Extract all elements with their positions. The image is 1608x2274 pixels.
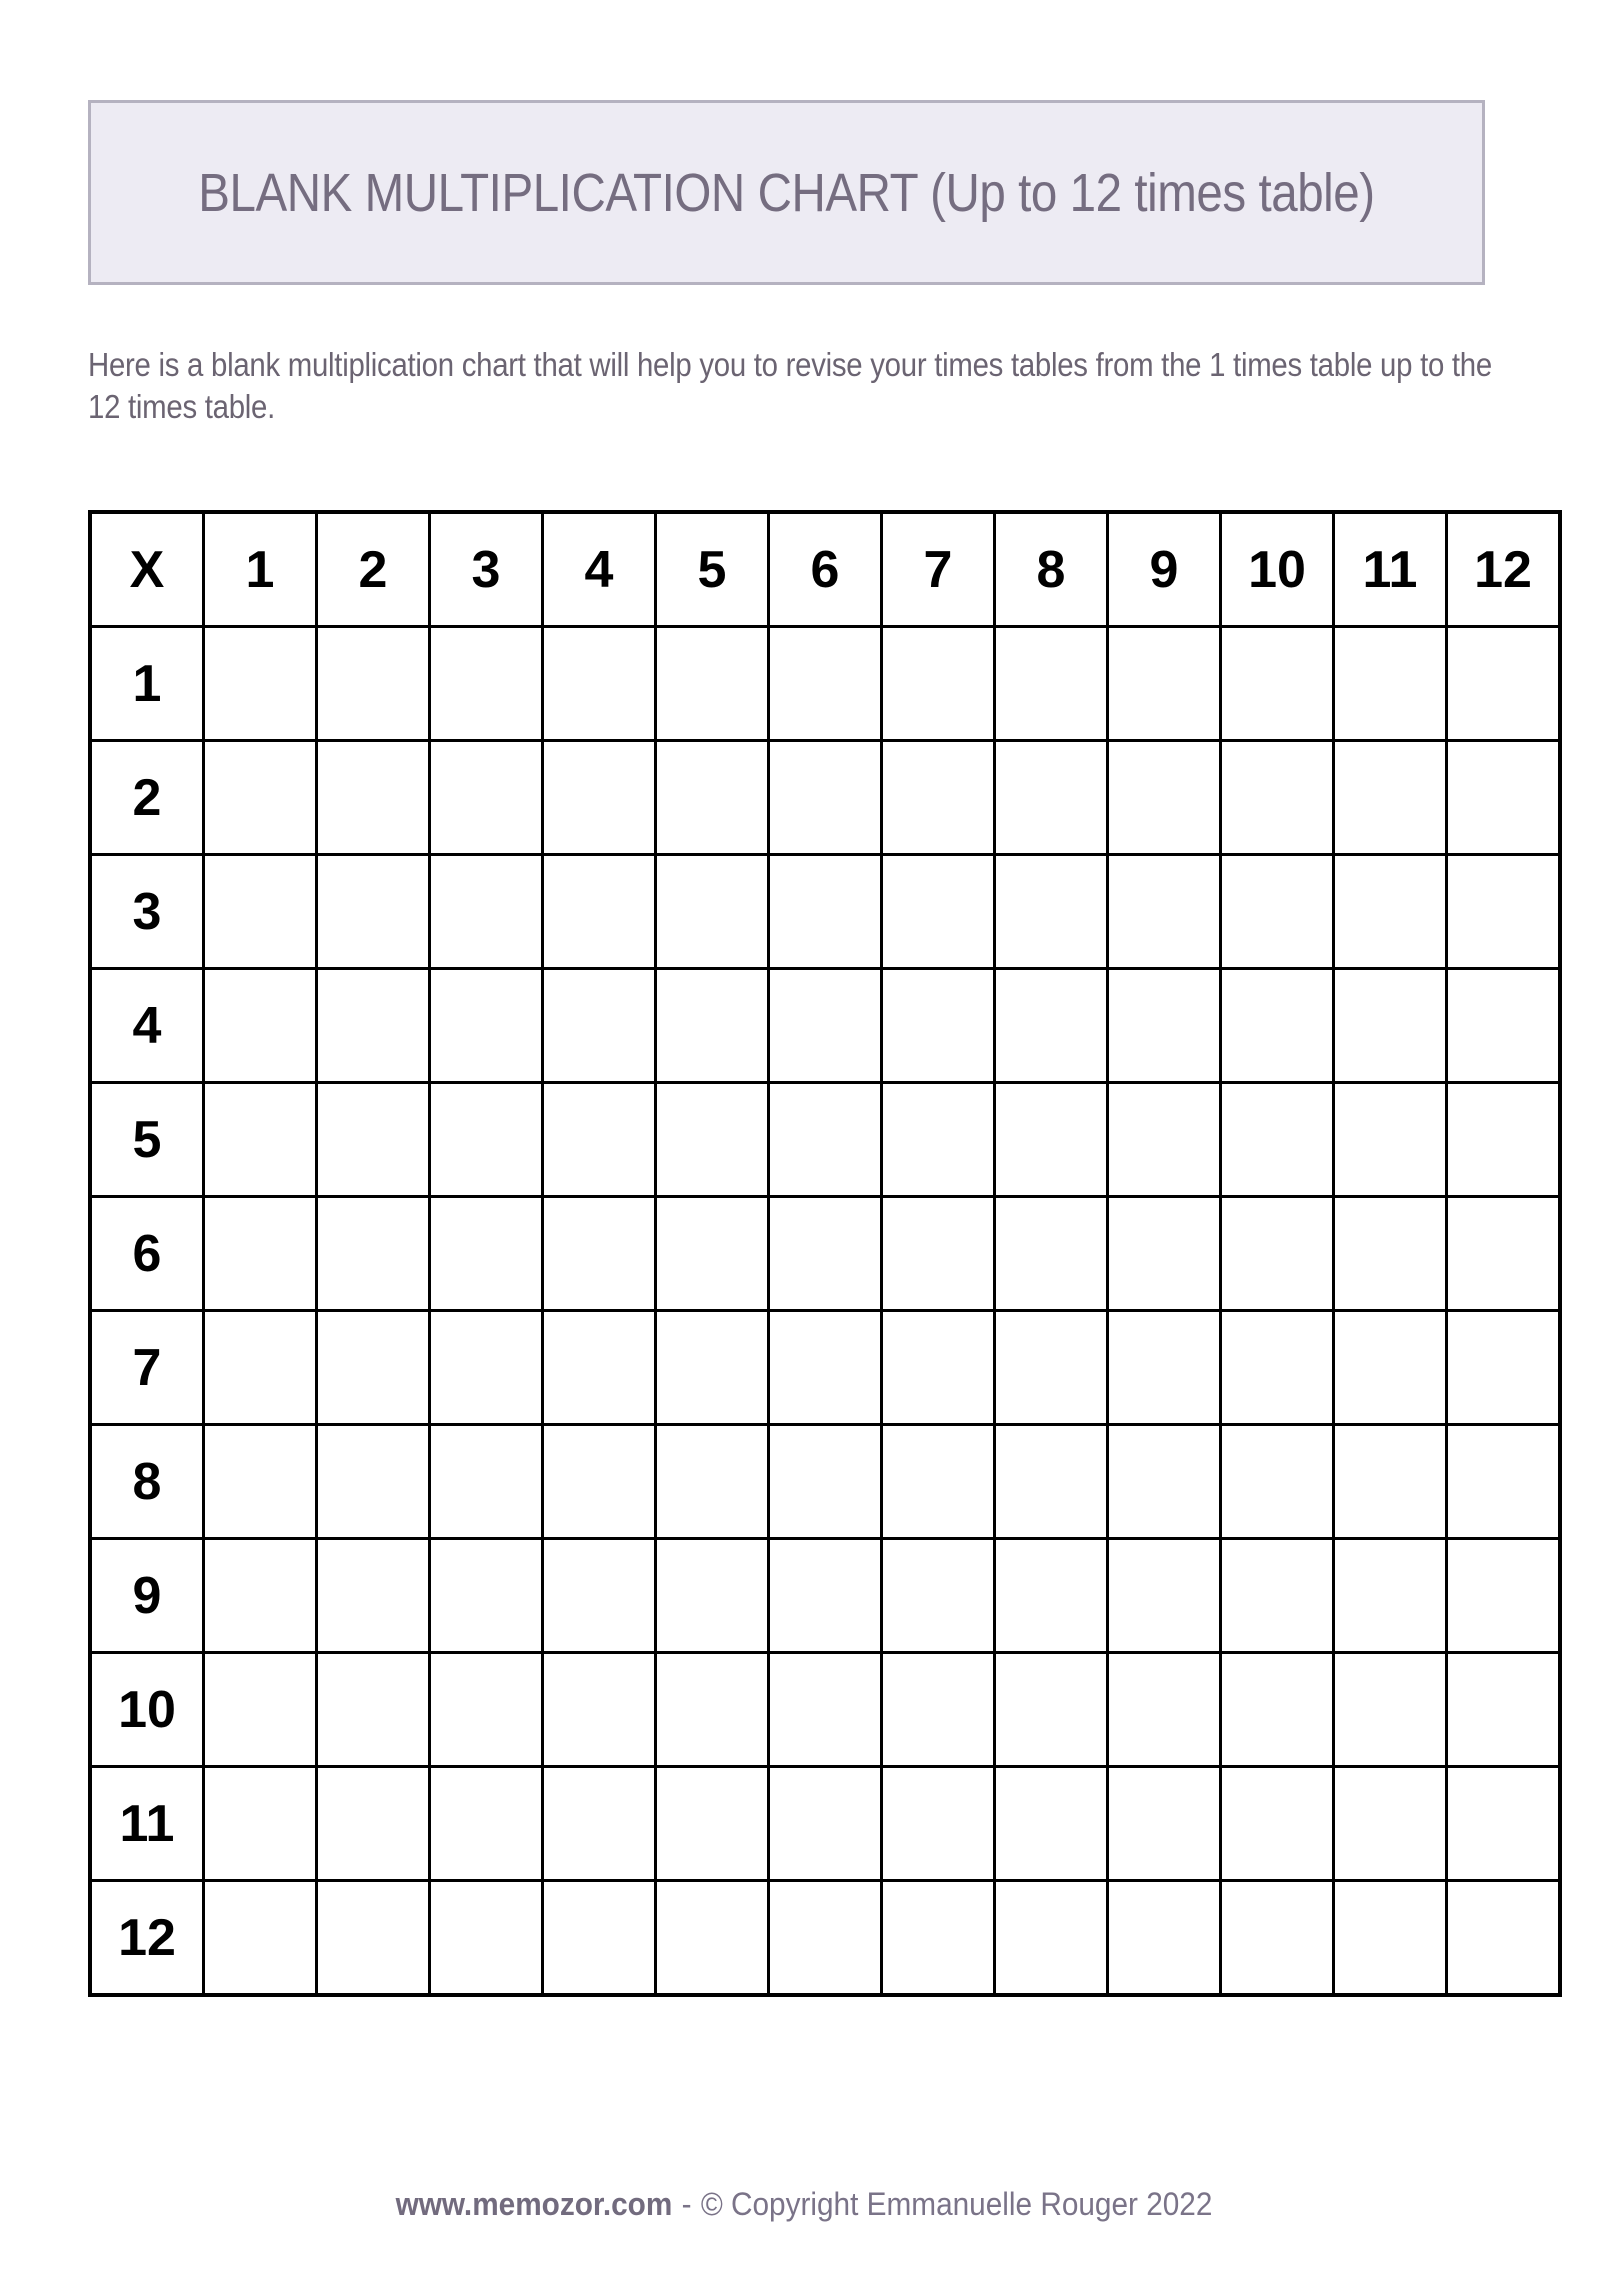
blank-cell: [656, 1653, 769, 1767]
table-row: [90, 1083, 1560, 1197]
blank-cell: [656, 627, 769, 741]
row-header-cell: 11: [90, 1767, 204, 1881]
blank-cell: [1221, 1425, 1334, 1539]
blank-cell: [430, 1425, 543, 1539]
title-banner: [88, 100, 1485, 285]
blank-cell: [430, 1311, 543, 1425]
blank-cell: [656, 1425, 769, 1539]
blank-cell: [1221, 627, 1334, 741]
blank-cell: [543, 1197, 656, 1311]
blank-cell: [1334, 1653, 1447, 1767]
column-header-cell: 6: [769, 512, 882, 627]
blank-cell: [882, 1197, 995, 1311]
blank-cell: [1108, 627, 1221, 741]
blank-cell: [769, 855, 882, 969]
row-header-cell: 7: [90, 1311, 204, 1425]
blank-cell: [204, 969, 317, 1083]
blank-cell: [317, 627, 430, 741]
blank-cell: [543, 627, 656, 741]
blank-cell: [430, 1197, 543, 1311]
blank-cell: [1334, 1767, 1447, 1881]
column-header-cell: 7: [882, 512, 995, 627]
blank-cell: [430, 1539, 543, 1653]
blank-cell: [1334, 855, 1447, 969]
blank-cell: [543, 1311, 656, 1425]
column-header-cell: 11: [1334, 512, 1447, 627]
column-header-cell: 10: [1221, 512, 1334, 627]
blank-cell: [543, 1539, 656, 1653]
blank-cell: [995, 741, 1108, 855]
row-header-cell: 3: [90, 855, 204, 969]
blank-cell: [882, 1653, 995, 1767]
table-row: [90, 1311, 1560, 1425]
blank-cell: [769, 1197, 882, 1311]
blank-cell: [995, 1653, 1108, 1767]
blank-cell: [204, 1425, 317, 1539]
blank-cell: [1108, 1425, 1221, 1539]
blank-cell: [1447, 741, 1561, 855]
blank-cell: [656, 1881, 769, 1996]
table-row: [90, 1197, 1560, 1311]
blank-cell: [882, 969, 995, 1083]
blank-cell: [430, 627, 543, 741]
blank-cell: [1108, 969, 1221, 1083]
footer: [56, 2186, 1551, 2223]
blank-cell: [204, 1767, 317, 1881]
row-header-cell: 8: [90, 1425, 204, 1539]
column-header-cell: 12: [1447, 512, 1561, 627]
column-header-cell: 1: [204, 512, 317, 627]
blank-cell: [882, 1083, 995, 1197]
blank-cell: [1447, 1425, 1561, 1539]
blank-cell: [656, 1767, 769, 1881]
blank-cell: [543, 969, 656, 1083]
blank-cell: [317, 1083, 430, 1197]
blank-cell: [1334, 1881, 1447, 1996]
blank-cell: [204, 1197, 317, 1311]
blank-cell: [1221, 1197, 1334, 1311]
copyright-text: © Copyright Emmanuelle Rouger 2022: [700, 2186, 1213, 2222]
column-header-cell: 8: [995, 512, 1108, 627]
blank-cell: [995, 855, 1108, 969]
blank-cell: [769, 1767, 882, 1881]
blank-cell: [769, 1425, 882, 1539]
blank-cell: [995, 1425, 1108, 1539]
blank-cell: [1221, 741, 1334, 855]
blank-cell: [1108, 855, 1221, 969]
blank-cell: [204, 1539, 317, 1653]
blank-cell: [882, 1881, 995, 1996]
corner-cell: X: [90, 512, 204, 627]
blank-cell: [1334, 1083, 1447, 1197]
blank-cell: [995, 1311, 1108, 1425]
blank-cell: [543, 855, 656, 969]
blank-cell: [769, 969, 882, 1083]
multiplication-table: [88, 510, 1562, 1997]
blank-cell: [430, 741, 543, 855]
blank-cell: [1447, 1539, 1561, 1653]
row-header-cell: 10: [90, 1653, 204, 1767]
blank-cell: [430, 1881, 543, 1996]
site-link[interactable]: www.memozor.com: [395, 2186, 673, 2222]
blank-cell: [543, 1653, 656, 1767]
blank-cell: [430, 1767, 543, 1881]
blank-cell: [1447, 1653, 1561, 1767]
blank-cell: [430, 1083, 543, 1197]
blank-cell: [1108, 741, 1221, 855]
table-row: [90, 969, 1560, 1083]
blank-cell: [543, 1767, 656, 1881]
blank-cell: [656, 741, 769, 855]
blank-cell: [1221, 1767, 1334, 1881]
blank-cell: [1108, 1083, 1221, 1197]
blank-cell: [769, 627, 882, 741]
blank-cell: [204, 855, 317, 969]
blank-cell: [1221, 1311, 1334, 1425]
table-row: [90, 1539, 1560, 1653]
blank-cell: [1221, 1653, 1334, 1767]
blank-cell: [543, 1083, 656, 1197]
blank-cell: [204, 627, 317, 741]
blank-cell: [1334, 627, 1447, 741]
blank-cell: [1447, 969, 1561, 1083]
blank-cell: [656, 1311, 769, 1425]
blank-cell: [995, 1083, 1108, 1197]
blank-cell: [882, 627, 995, 741]
blank-cell: [204, 1311, 317, 1425]
blank-cell: [1108, 1653, 1221, 1767]
table-row: [90, 1881, 1560, 1996]
blank-cell: [317, 1197, 430, 1311]
blank-cell: [317, 855, 430, 969]
blank-cell: [543, 741, 656, 855]
blank-cell: [769, 1311, 882, 1425]
blank-cell: [769, 1881, 882, 1996]
table-row: [90, 855, 1560, 969]
blank-cell: [1221, 855, 1334, 969]
blank-cell: [995, 1881, 1108, 1996]
row-header-cell: 2: [90, 741, 204, 855]
blank-cell: [317, 741, 430, 855]
blank-cell: [882, 1311, 995, 1425]
blank-cell: [656, 969, 769, 1083]
blank-cell: [995, 969, 1108, 1083]
blank-cell: [1221, 969, 1334, 1083]
blank-cell: [1108, 1881, 1221, 1996]
blank-cell: [995, 627, 1108, 741]
column-header-cell: 9: [1108, 512, 1221, 627]
column-header-cell: 4: [543, 512, 656, 627]
blank-cell: [1334, 741, 1447, 855]
blank-cell: [430, 1653, 543, 1767]
blank-cell: [1447, 1881, 1561, 1996]
table-row: [90, 1653, 1560, 1767]
blank-cell: [543, 1881, 656, 1996]
blank-cell: [1334, 969, 1447, 1083]
blank-cell: [882, 1425, 995, 1539]
column-header-cell: 5: [656, 512, 769, 627]
blank-cell: [1221, 1083, 1334, 1197]
blank-cell: [995, 1197, 1108, 1311]
blank-cell: [543, 1425, 656, 1539]
blank-cell: [317, 1767, 430, 1881]
table-row: [90, 1767, 1560, 1881]
table-row: [90, 627, 1560, 741]
row-header-cell: 1: [90, 627, 204, 741]
blank-cell: [1334, 1425, 1447, 1539]
blank-cell: [1334, 1311, 1447, 1425]
blank-cell: [656, 1539, 769, 1653]
row-header-cell: 5: [90, 1083, 204, 1197]
blank-cell: [769, 1083, 882, 1197]
column-header-cell: 3: [430, 512, 543, 627]
blank-cell: [317, 1881, 430, 1996]
blank-cell: [1447, 627, 1561, 741]
blank-cell: [317, 1311, 430, 1425]
blank-cell: [1447, 1311, 1561, 1425]
row-header-cell: 9: [90, 1539, 204, 1653]
table-row: [90, 741, 1560, 855]
blank-cell: [204, 1653, 317, 1767]
column-header-cell: 2: [317, 512, 430, 627]
blank-cell: [769, 1539, 882, 1653]
blank-cell: [882, 855, 995, 969]
blank-cell: [204, 1083, 317, 1197]
blank-cell: [1447, 855, 1561, 969]
blank-cell: [882, 1767, 995, 1881]
blank-cell: [1221, 1881, 1334, 1996]
blank-cell: [882, 741, 995, 855]
blank-cell: [430, 969, 543, 1083]
blank-cell: [656, 855, 769, 969]
blank-cell: [204, 741, 317, 855]
blank-cell: [1334, 1197, 1447, 1311]
blank-cell: [769, 1653, 882, 1767]
blank-cell: [1221, 1539, 1334, 1653]
blank-cell: [1334, 1539, 1447, 1653]
row-header-cell: 4: [90, 969, 204, 1083]
blank-cell: [1108, 1311, 1221, 1425]
blank-cell: [1447, 1083, 1561, 1197]
blank-cell: [882, 1539, 995, 1653]
blank-cell: [995, 1767, 1108, 1881]
blank-cell: [317, 1653, 430, 1767]
blank-cell: [1108, 1767, 1221, 1881]
blank-cell: [1447, 1767, 1561, 1881]
blank-cell: [769, 741, 882, 855]
blank-cell: [1108, 1539, 1221, 1653]
blank-cell: [656, 1083, 769, 1197]
blank-cell: [430, 855, 543, 969]
row-header-cell: 12: [90, 1881, 204, 1996]
blank-cell: [656, 1197, 769, 1311]
page-title: BLANK MULTIPLICATION CHART (Up to 12 times table): [198, 162, 1375, 223]
blank-cell: [1108, 1197, 1221, 1311]
intro-paragraph: Here is a blank multiplication chart that will help you to revise your times tables from the 1 times table up to the 12 times table.: [88, 346, 1492, 426]
blank-cell: [995, 1539, 1108, 1653]
footer-separator: -: [681, 2186, 692, 2222]
blank-cell: [317, 1425, 430, 1539]
blank-cell: [1447, 1197, 1561, 1311]
blank-cell: [204, 1881, 317, 1996]
blank-cell: [317, 1539, 430, 1653]
table-row: [90, 1425, 1560, 1539]
row-header-cell: 6: [90, 1197, 204, 1311]
blank-cell: [317, 969, 430, 1083]
header-row: [90, 512, 1560, 627]
